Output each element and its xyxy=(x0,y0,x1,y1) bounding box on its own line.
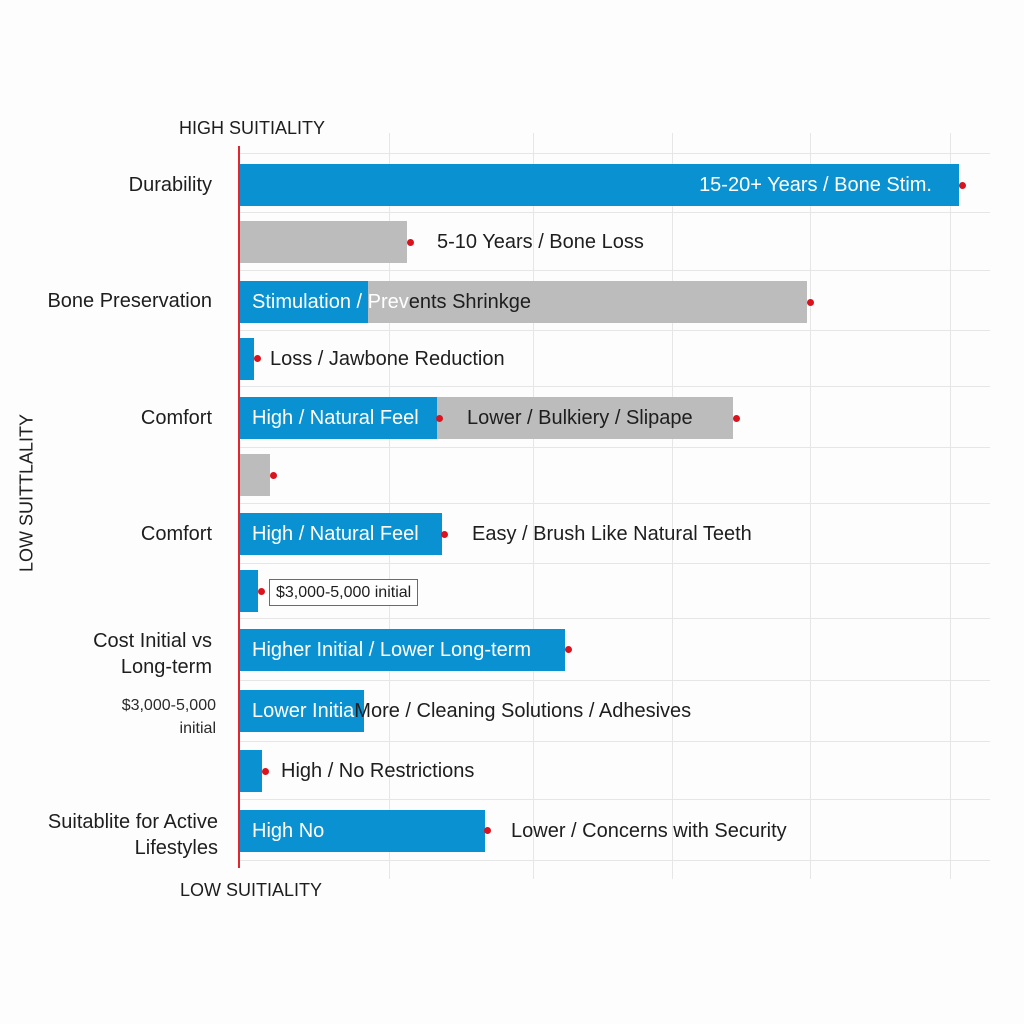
category-label-cost xyxy=(93,628,212,680)
bar-active-small xyxy=(240,750,262,792)
bar-cost-small xyxy=(240,570,258,612)
category-label-cost-line2: Long-term xyxy=(120,656,212,678)
category-label-comfort: Comfort xyxy=(140,407,212,429)
marker-dot xyxy=(270,472,277,479)
marker-dot xyxy=(484,827,491,834)
bar-comfort-2 xyxy=(240,513,442,555)
bottom-axis-label: LOW SUITIALITY xyxy=(180,880,323,900)
gridline-h xyxy=(239,799,990,800)
bar-label-part: Stimulation xyxy=(252,291,351,313)
bar-label: High No xyxy=(252,820,325,842)
bar-label: 15-20+ Years / Bone Stim. xyxy=(699,174,932,196)
side-axis-label: LOW SUITTLALITY xyxy=(16,413,37,573)
marker-dot xyxy=(407,239,414,246)
gridline-h xyxy=(239,212,990,213)
category-label-durability: Durability xyxy=(128,174,212,196)
cost-note-line1: $3,000-5,000 xyxy=(121,697,216,714)
gridline-h xyxy=(239,503,990,504)
bar-label-part: Lower Initia xyxy=(252,700,355,722)
gridline-h xyxy=(239,741,990,742)
gridline-h xyxy=(239,860,990,861)
gridline-h xyxy=(239,563,990,564)
category-label-active-line1: Suitablite for Active xyxy=(47,811,218,833)
category-label-active-lifestyles xyxy=(48,809,218,861)
bar-label xyxy=(252,690,691,732)
bar-label: 5-10 Years / Bone Loss xyxy=(437,231,644,253)
gridline-h xyxy=(239,153,990,154)
bar-cost-implant xyxy=(240,629,565,671)
bar-comfort-denture xyxy=(240,454,270,496)
gridline-v xyxy=(950,133,951,879)
cost-note-line2: initial xyxy=(179,720,216,737)
marker-dot xyxy=(262,768,269,775)
gridline-v xyxy=(810,133,811,879)
bar-segment-blue xyxy=(240,570,258,612)
bar-active-implant xyxy=(240,810,485,852)
marker-dot xyxy=(254,355,261,362)
bar-label: Lower / Concerns with Security xyxy=(511,820,787,842)
marker-dot xyxy=(959,182,966,189)
marker-dot xyxy=(733,415,740,422)
marker-dot xyxy=(258,588,265,595)
bar-segment-gray xyxy=(240,221,407,263)
gridline-h xyxy=(239,447,990,448)
gridline-h xyxy=(239,680,990,681)
bar-label: Higher Initial / Lower Long-term xyxy=(252,639,532,661)
bar-label-part: More / Cleaning Solutions / Adhesives xyxy=(354,700,692,722)
gridline-h xyxy=(239,386,990,387)
bar-segment-blue xyxy=(240,338,254,380)
bar-label: High / Natural Feel xyxy=(252,407,419,429)
marker-dot xyxy=(441,531,448,538)
annotation-box: $3,000-5,000 initial xyxy=(269,579,418,606)
bar-segment-blue xyxy=(240,750,262,792)
bar-durability-denture xyxy=(240,221,407,263)
marker-dot xyxy=(807,299,814,306)
marker-dot xyxy=(565,646,572,653)
category-label-active-line2: Lifestyles xyxy=(134,837,218,859)
gridline-v xyxy=(672,133,673,879)
category-label-comfort-2: Comfort xyxy=(140,523,212,545)
bar-bone-preservation xyxy=(240,281,807,323)
marker-dot xyxy=(436,415,443,422)
gridline-h xyxy=(239,618,990,619)
bar-comfort xyxy=(240,397,733,439)
bar-segment-gray xyxy=(240,454,270,496)
bar-label xyxy=(252,281,531,323)
top-axis-label: HIGH SUITIALITY xyxy=(179,118,326,138)
bar-label: Lower / Bulkiery / Slipape xyxy=(467,407,693,429)
category-label-bone-preservation: Bone Preservation xyxy=(47,290,212,312)
bar-label: Loss / Jawbone Reduction xyxy=(270,348,505,370)
bar-label-part: ents Shrinkge xyxy=(408,291,532,313)
gridline-h xyxy=(239,330,990,331)
bar-label: High / No Restrictions xyxy=(281,760,475,782)
bar-bone-loss xyxy=(240,338,254,380)
y-axis-line xyxy=(238,146,240,868)
bar-durability-implant xyxy=(240,164,959,206)
category-label-cost-line1: Cost Initial vs xyxy=(93,630,212,652)
bar-label-part: / Prev xyxy=(350,291,409,313)
gridline-h xyxy=(239,270,990,271)
cost-note xyxy=(122,694,216,740)
bar-label: Easy / Brush Like Natural Teeth xyxy=(472,523,752,545)
bar-label: High / Natural Feel xyxy=(252,523,419,545)
